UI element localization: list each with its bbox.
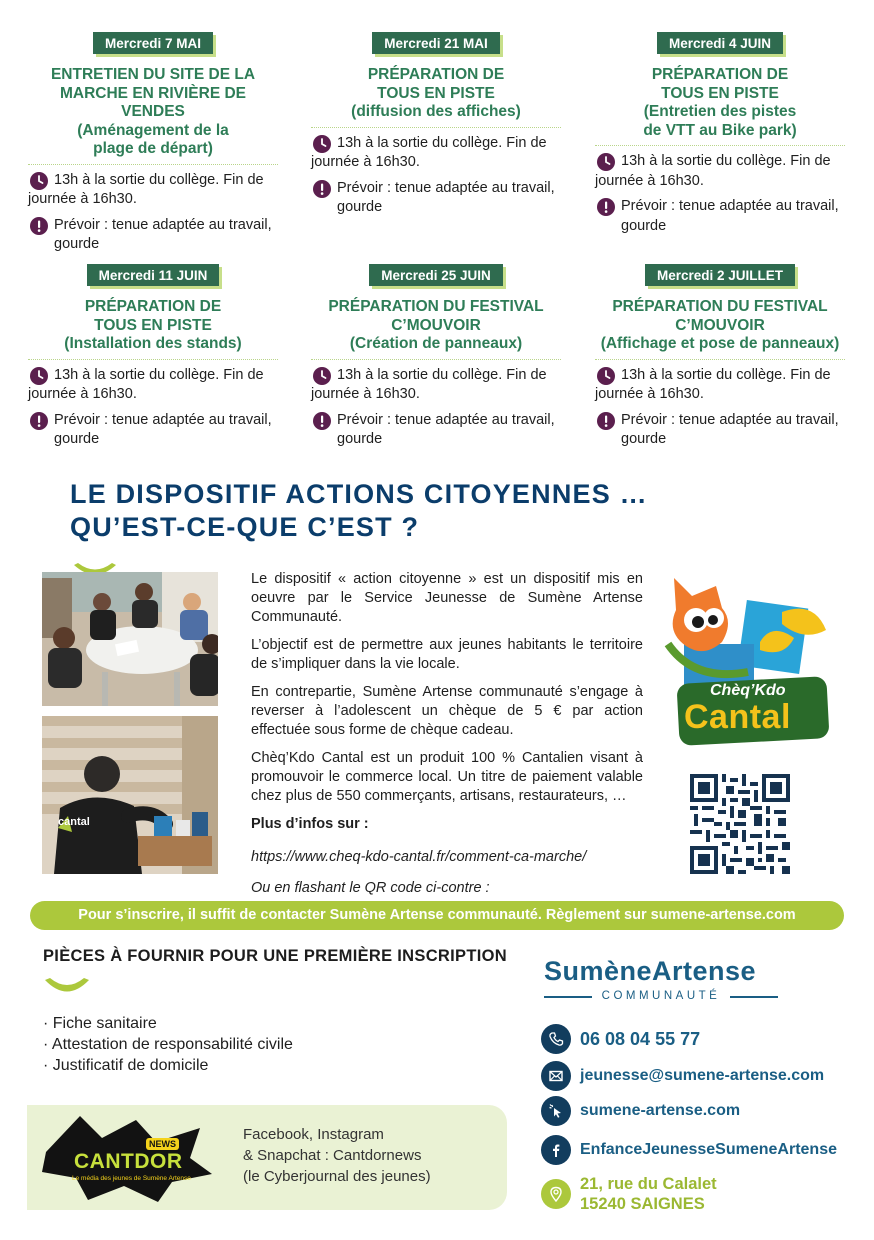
- event-time: 13h à la sortie du collège. Fin de journée à 16h30.: [311, 134, 547, 170]
- alert-icon: [597, 198, 615, 216]
- clock-icon: [597, 153, 615, 171]
- document-item: · Justificatif de domicile: [43, 1057, 209, 1074]
- event-card-5: [311, 264, 561, 450]
- event-title: PRÉPARATION DE TOUS EN PISTE (diffusion des affiches): [311, 66, 561, 128]
- alert-icon: [597, 412, 615, 430]
- description-paragraph: Chèq’Kdo Cantal est un produit 100 % Cantalien visant à promouvoir le commerce local. Un titre de paiement valable chez plus de 550 commerçants, artisans, restaurateurs, …: [251, 750, 643, 804]
- clock-icon: [597, 367, 615, 385]
- description-text: [251, 570, 643, 910]
- event-date: Mercredi 2 JUILLET: [645, 264, 795, 286]
- alert-icon: [30, 412, 48, 430]
- contact-email[interactable]: [541, 1061, 824, 1091]
- description-paragraph: L’objectif est de permettre aux jeunes habitants le territoire de s’impliquer dans la vie locale.: [251, 637, 643, 672]
- sumene-artense-logo-name: SumèneArtense: [544, 956, 757, 986]
- cheq-kdo-link[interactable]: https://www.cheq-kdo-cantal.fr/comment-ca-marche/: [251, 849, 587, 865]
- event-note: Prévoir : tenue adaptée au travail, gourde: [595, 411, 845, 450]
- cheq-kdo-line-1: Chèq’Kdo: [710, 682, 786, 699]
- event-title: PRÉPARATION DE TOUS EN PISTE (Installation des stands): [28, 298, 278, 360]
- clock-icon: [30, 367, 48, 385]
- cantdor-name: CANTDOR: [74, 1150, 183, 1173]
- cantdor-tagline: Le média des jeunes de Sumène Artense: [72, 1175, 191, 1182]
- event-note: Prévoir : tenue adaptée au travail, gourde: [311, 411, 561, 450]
- contact-address: [541, 1174, 717, 1214]
- documents-title: PIÈCES À FOURNIR POUR UNE PREMIÈRE INSCRIPTION: [43, 947, 507, 965]
- facebook-icon: [541, 1135, 571, 1165]
- event-note: Prévoir : tenue adaptée au travail, gourde: [595, 197, 845, 236]
- registration-banner: Pour s’inscrire, il suffit de contacter Sumène Artense communauté. Règlement sur sumene-artense.com: [30, 901, 844, 930]
- event-date: Mercredi 21 MAI: [372, 32, 500, 54]
- document-item: · Attestation de responsabilité civile: [43, 1036, 293, 1053]
- alert-icon: [313, 412, 331, 430]
- qr-code-icon[interactable]: [690, 774, 790, 874]
- clock-icon: [313, 367, 331, 385]
- event-card-3: [595, 32, 845, 236]
- contact-facebook-text: EnfanceJeunesseSumeneArtense: [580, 1141, 837, 1158]
- contact-email-text: jeunesse@sumene-artense.com: [580, 1067, 825, 1084]
- event-card-2: [311, 32, 561, 218]
- qr-hint: Ou en flashant le QR code ci-contre :: [251, 880, 490, 896]
- sumene-artense-logo-sub: COMMUNAUTÉ: [544, 990, 778, 1002]
- section-title-line-1: LE DISPOSITIF ACTIONS CITOYENNES …: [70, 479, 648, 509]
- event-date: Mercredi 4 JUIN: [657, 32, 783, 54]
- mail-icon: [541, 1061, 571, 1091]
- cantdor-news-label: NEWS: [146, 1138, 179, 1150]
- alert-icon: [30, 217, 48, 235]
- event-note: Prévoir : tenue adaptée au travail, gourde: [28, 411, 278, 450]
- event-date: Mercredi 7 MAI: [93, 32, 213, 54]
- event-date: Mercredi 11 JUIN: [87, 264, 220, 286]
- event-title: PRÉPARATION DU FESTIVAL C’MOUVOIR (Affichage et pose de panneaux): [595, 298, 845, 360]
- section-title-line-2: QU’EST-CE-QUE C’EST ?: [70, 512, 420, 542]
- contact-website[interactable]: [541, 1096, 740, 1126]
- photo-group-meeting: [42, 572, 218, 706]
- event-time: 13h à la sortie du collège. Fin de journée à 16h30.: [28, 366, 264, 402]
- clock-icon: [30, 172, 48, 190]
- contact-website-text: sumene-artense.com: [580, 1102, 741, 1119]
- cheq-kdo-cantal-logo: [664, 572, 834, 747]
- photo-shirt-text: cantal: [58, 816, 90, 828]
- phone-icon: [541, 1024, 571, 1054]
- contact-facebook[interactable]: [541, 1135, 837, 1165]
- event-date: Mercredi 25 JUIN: [369, 264, 503, 286]
- section-title: [70, 478, 770, 544]
- event-note: Prévoir : tenue adaptée au travail, gourde: [311, 179, 561, 218]
- contact-address-text: 21, rue du Calalet 15240 SAIGNES: [580, 1175, 717, 1213]
- description-paragraph: En contrepartie, Sumène Artense communauté s’engage à reverser à l’adolescent un chèque de 5 € par action effectuée sous forme de chèque cadeau.: [251, 684, 643, 738]
- more-info-label: Plus d’infos sur :: [251, 816, 369, 832]
- event-time: 13h à la sortie du collège. Fin de journée à 16h30.: [28, 171, 264, 207]
- cheq-kdo-line-2: Cantal: [684, 698, 791, 736]
- contact-phone[interactable]: [541, 1024, 700, 1054]
- event-card-1: [28, 32, 278, 255]
- documents-list: [43, 1013, 293, 1076]
- event-time: 13h à la sortie du collège. Fin de journée à 16h30.: [595, 366, 831, 402]
- cursor-click-icon: [541, 1096, 571, 1126]
- event-card-4: [28, 264, 278, 450]
- event-title: ENTRETIEN DU SITE DE LA MARCHE EN RIVIÈRE DE VENDES (Aménagement de la plage de départ): [28, 66, 278, 165]
- event-title: PRÉPARATION DU FESTIVAL C’MOUVOIR (Création de panneaux): [311, 298, 561, 360]
- event-title: PRÉPARATION DE TOUS EN PISTE (Entretien des pistes de VTT au Bike park): [595, 66, 845, 146]
- photo-volunteer-work: [42, 716, 218, 874]
- alert-icon: [313, 180, 331, 198]
- event-time: 13h à la sortie du collège. Fin de journée à 16h30.: [595, 153, 831, 189]
- location-pin-icon: [541, 1179, 571, 1209]
- document-item: · Fiche sanitaire: [43, 1015, 157, 1032]
- event-time: 13h à la sortie du collège. Fin de journée à 16h30.: [311, 366, 547, 402]
- smile-decoration-icon: [43, 977, 91, 997]
- event-card-6: [595, 264, 845, 450]
- cantdor-news-logo: [40, 1112, 215, 1204]
- contact-phone-text: 06 08 04 55 77: [580, 1028, 701, 1049]
- social-networks-text: Facebook, Instagram & Snapchat : Cantdornews (le Cyberjournal des jeunes): [243, 1126, 431, 1185]
- event-note: Prévoir : tenue adaptée au travail, gourde: [28, 216, 278, 255]
- clock-icon: [313, 135, 331, 153]
- description-paragraph: Le dispositif « action citoyenne » est un dispositif mis en oeuvre par le Service Jeunesse de Sumène Artense Communauté.: [251, 571, 643, 625]
